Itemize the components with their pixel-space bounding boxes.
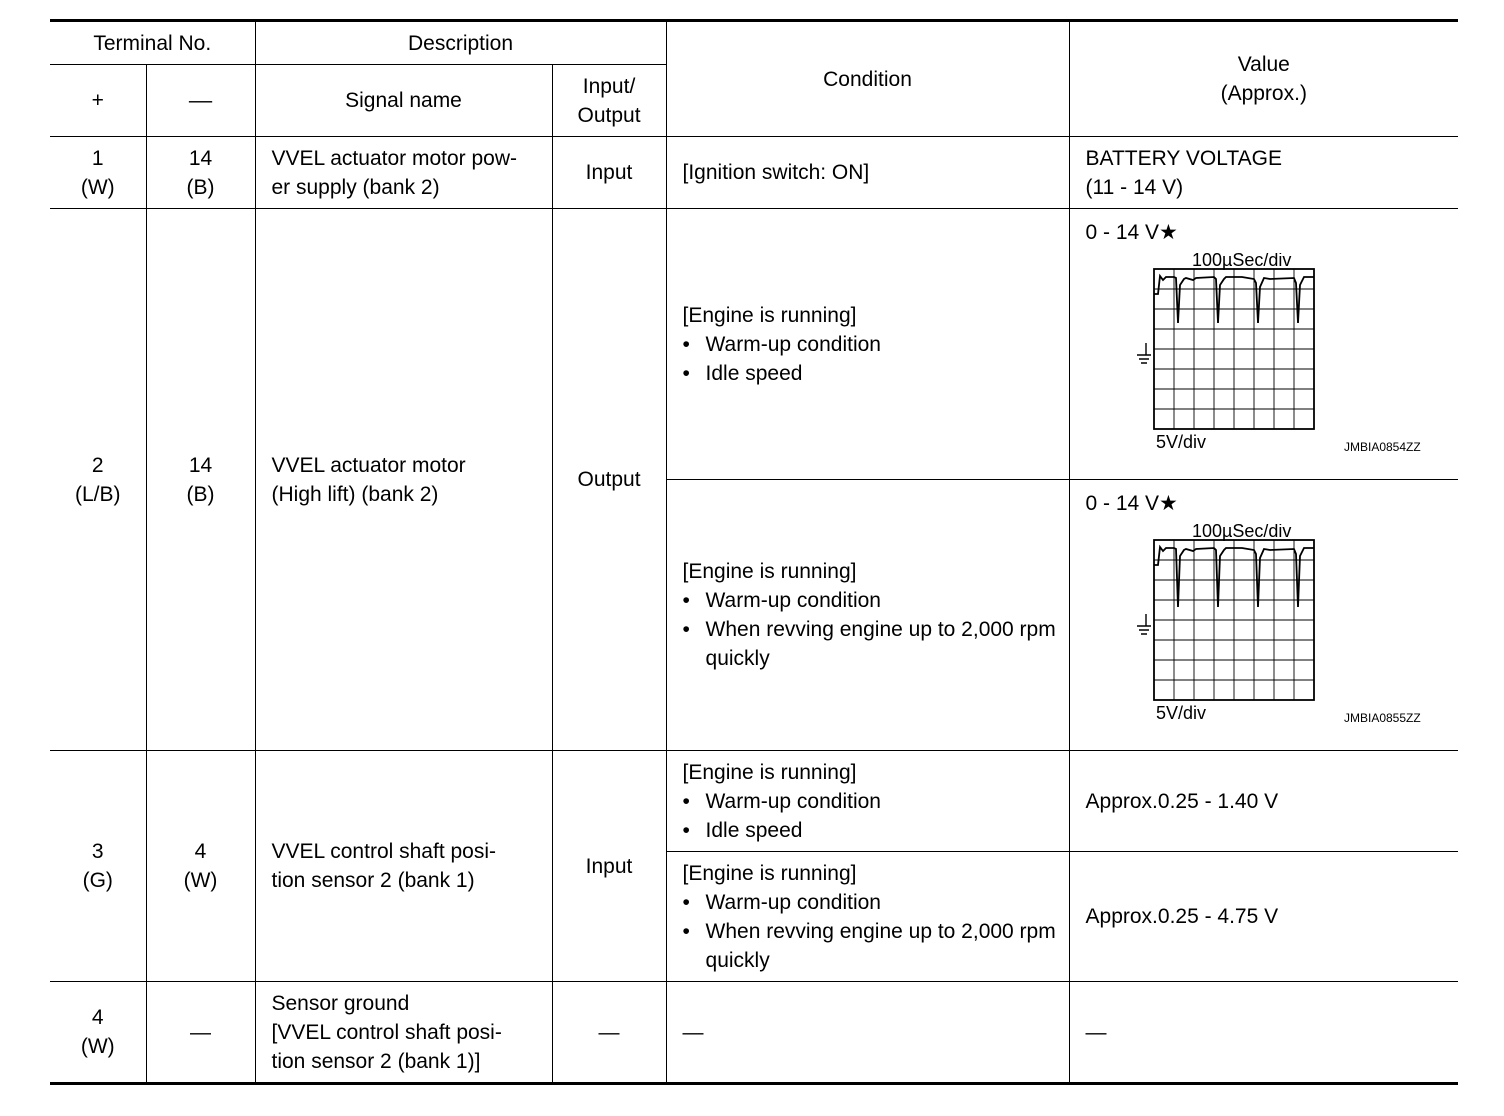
ground-icon [1137, 614, 1151, 634]
terminal-minus: 14 (B) [146, 137, 255, 209]
scope-grid [1154, 540, 1314, 700]
condition-bullet: • Idle speed [683, 359, 1063, 388]
terminal-minus: 4 (W) [146, 751, 255, 982]
input-output: — [552, 982, 666, 1084]
voltage-label: 0 - 14 V★ [1085, 492, 1178, 515]
value-waveform [1069, 480, 1458, 751]
condition-bullet: • Warm-up condition [683, 888, 1063, 917]
figure-id: JMBIA0854ZZ [1343, 440, 1421, 454]
signal-name: VVEL actuator motor pow- er supply (bank 2) [255, 137, 552, 209]
oscilloscope-waveform [1130, 524, 1450, 744]
condition: [Engine is running] • Warm-up condition • When revving engine up to 2,000 rpm quickly [666, 480, 1069, 751]
terminal-minus: 14 (B) [146, 209, 255, 751]
header-value: Value (Approx.) [1069, 21, 1458, 137]
time-div-label: 100µSec/div [1191, 253, 1291, 270]
value: Approx.0.25 - 1.40 V [1069, 751, 1458, 852]
table-row [50, 982, 1458, 1084]
condition: [Engine is running] • Warm-up condition • When revving engine up to 2,000 rpm quickly [666, 852, 1069, 982]
value: — [1069, 982, 1458, 1084]
header-row-1 [50, 21, 1458, 65]
condition-bullet: • Warm-up condition [683, 787, 1063, 816]
scope-grid [1154, 269, 1314, 429]
table-row [50, 209, 1458, 480]
condition-bullet: • When revving engine up to 2,000 rpm quickly [683, 917, 1063, 975]
condition: — [666, 982, 1069, 1084]
oscilloscope-waveform [1130, 253, 1450, 473]
header-plus: + [50, 65, 146, 137]
condition-bullet: • Idle speed [683, 816, 1063, 845]
input-output: Input [552, 137, 666, 209]
condition: [Ignition switch: ON] [666, 137, 1069, 209]
table-row [50, 751, 1458, 852]
ground-icon [1137, 343, 1151, 363]
time-div-label: 100µSec/div [1191, 524, 1291, 541]
voltage-label: 0 - 14 V★ [1085, 221, 1178, 244]
value: BATTERY VOLTAGE (11 - 14 V) [1069, 137, 1458, 209]
signal-name: VVEL actuator motor (High lift) (bank 2) [255, 209, 552, 751]
condition-bullet: • Warm-up condition [683, 586, 1063, 615]
input-output: Output [552, 209, 666, 751]
header-signal-name: Signal name [255, 65, 552, 137]
value-waveform [1069, 209, 1458, 480]
volt-div-label: 5V/div [1155, 432, 1206, 452]
input-output: Input [552, 751, 666, 982]
terminal-plus: 2 (L/B) [50, 209, 146, 751]
figure-id: JMBIA0855ZZ [1343, 711, 1421, 725]
header-input-output: Input/ Output [552, 65, 666, 137]
header-minus: –– [146, 65, 255, 137]
terminal-table [50, 19, 1458, 1085]
terminal-plus: 4 (W) [50, 982, 146, 1084]
signal-name: Sensor ground [VVEL control shaft posi- tion sensor 2 (bank 1)] [255, 982, 552, 1084]
header-condition: Condition [666, 21, 1069, 137]
volt-div-label: 5V/div [1155, 703, 1206, 723]
value: Approx.0.25 - 4.75 V [1069, 852, 1458, 982]
condition: [Engine is running] • Warm-up condition • Idle speed [666, 751, 1069, 852]
terminal-plus: 1 (W) [50, 137, 146, 209]
signal-name: VVEL control shaft posi- tion sensor 2 (bank 1) [255, 751, 552, 982]
header-description: Description [255, 21, 666, 65]
terminal-plus: 3 (G) [50, 751, 146, 982]
condition-bullet: • Warm-up condition [683, 330, 1063, 359]
header-terminal-no: Terminal No. [50, 21, 255, 65]
condition: [Engine is running] • Warm-up condition • Idle speed [666, 209, 1069, 480]
condition-bullet: • When revving engine up to 2,000 rpm quickly [683, 615, 1063, 673]
table-row [50, 137, 1458, 209]
terminal-minus: — [146, 982, 255, 1084]
